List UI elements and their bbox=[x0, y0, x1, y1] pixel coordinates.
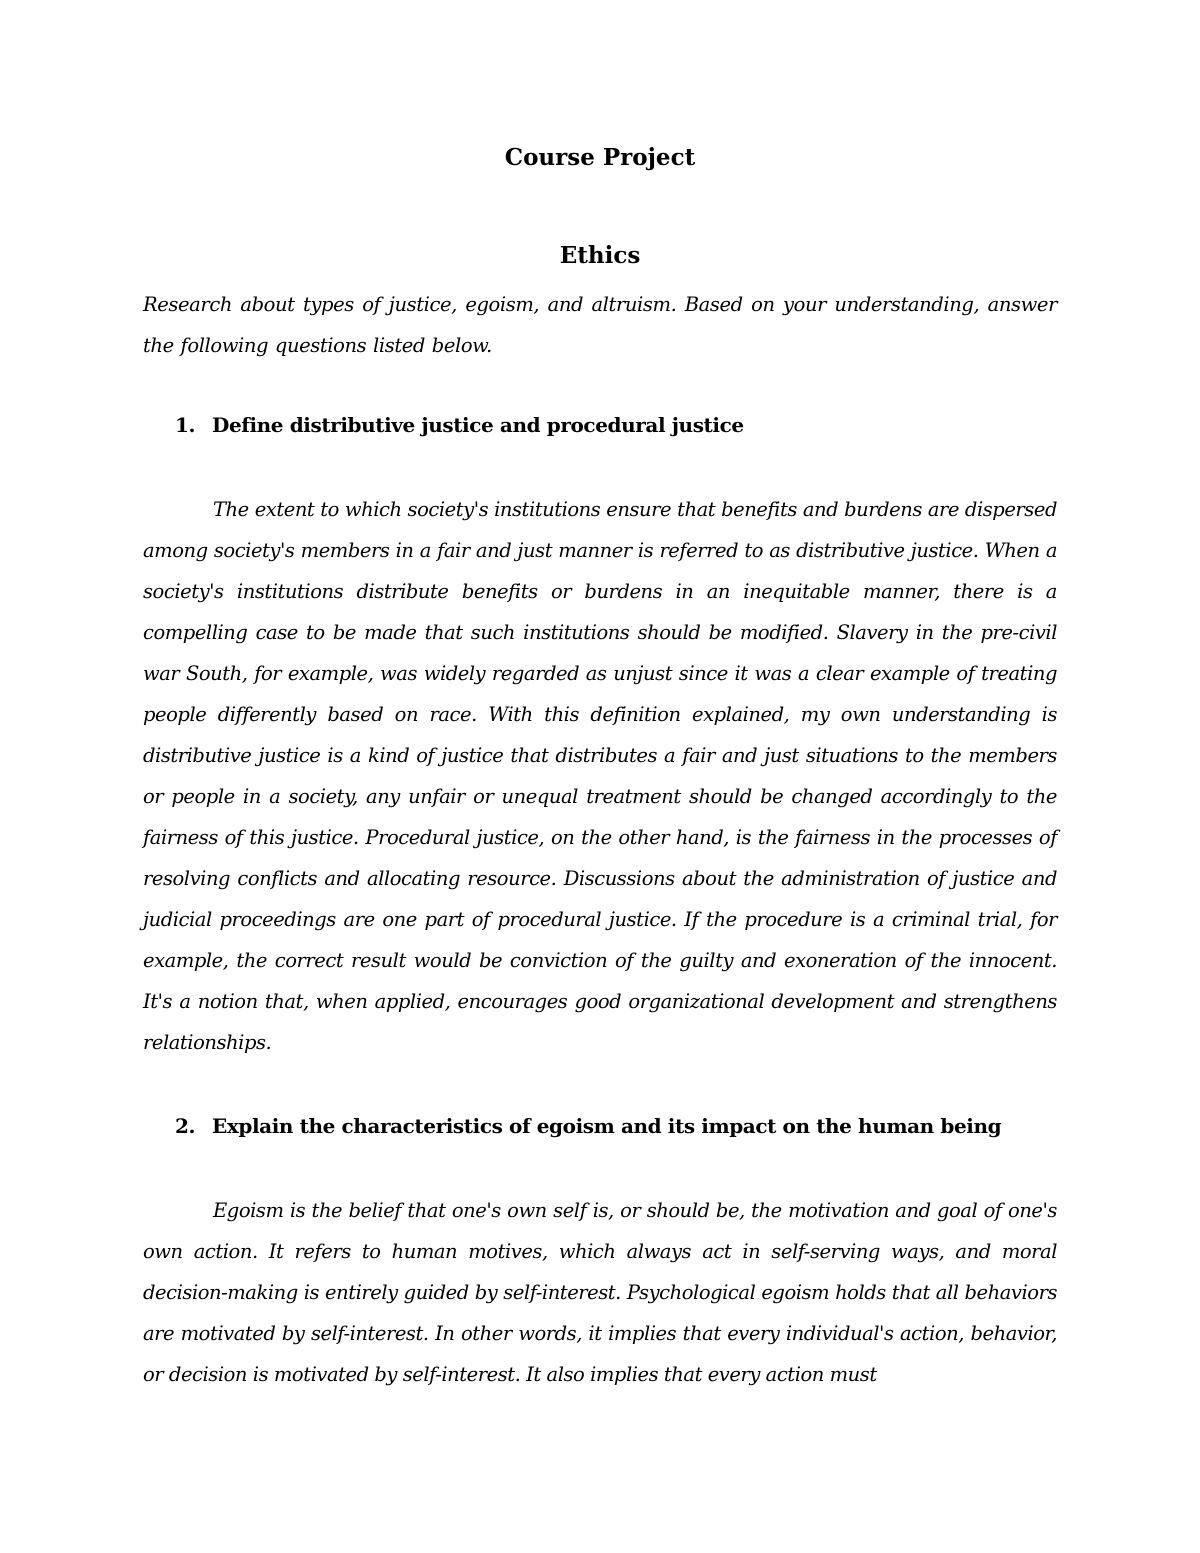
document-title: Course Project bbox=[504, 144, 696, 171]
question-heading-text: Define distributive justice and procedural justice bbox=[212, 413, 744, 437]
answer-paragraph: Egoism is the belief that one's own self is, or should be, the motivation and goal of one's own action. It refers to human motives, which always act in self-serving ways, and moral decision-making is entirely guided by self-interest. Psychological egoism holds that all behaviors are motivated by self-interest. In other words, it implies that every individual's action, behavior, or decision is motivated by self-interest. It also implies that every action must bbox=[143, 1199, 1057, 1386]
question-heading bbox=[175, 1111, 1075, 1141]
question-number: 2. bbox=[175, 1114, 196, 1138]
question-heading-text: Explain the characteristics of egoism and its impact on the human being bbox=[212, 1114, 1002, 1138]
question-heading bbox=[175, 410, 1075, 440]
document-subtitle: Ethics bbox=[559, 242, 641, 269]
question-number: 1. bbox=[175, 413, 196, 437]
intro-paragraph: Research about types of justice, egoism, and altruism. Based on your understanding, answer the following questions listed below. bbox=[143, 293, 1057, 357]
answer-paragraph: The extent to which society's institutions ensure that benefits and burdens are dispersed among society's members in a fair and just manner is referred to as distributive justice. When a society's institutions distribute benefits or burdens in an inequitable manner, there is a compelling case to be made that such institutions should be modified. Slavery in the pre-civil war South, for example, was widely regarded as unjust since it was a clear example of treating people differently based on race. With this definition explained, my own understanding is distributive justice is a kind of justice that distributes a fair and just situations to the members or people in a society, any unfair or unequal treatment should be changed accordingly to the fairness of this justice. Procedural justice, on the other hand, is the fairness in the processes of resolving conflicts and allocating resource. Discussions about the administration of justice and judicial proceedings are one part of procedural justice. If the procedure is a criminal trial, for example, the correct result would be conviction of the guilty and exoneration of the innocent. It's a notion that, when applied, encourages good organizational development and strengthens relationships. bbox=[143, 498, 1057, 1054]
